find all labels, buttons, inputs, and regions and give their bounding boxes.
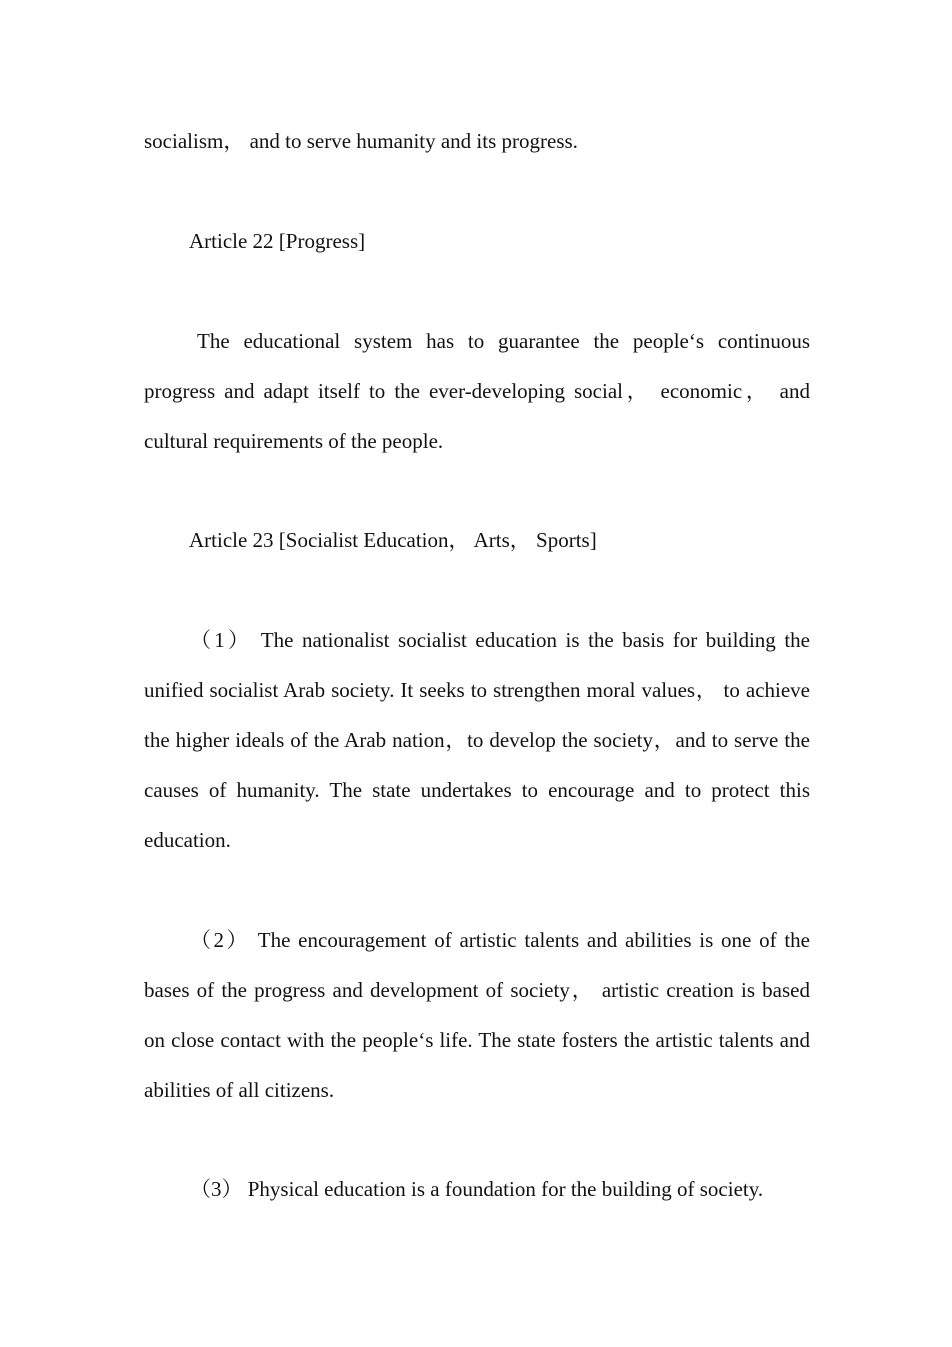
article-23-clause-2: （2） The encouragement of artistic talents and abilities is one of the bases of the progress and development of society， artistic creation is based on close contact with the people‘s life. The state fosters the artistic talents and abilities of all citizens.	[144, 928, 810, 1102]
continuation-line: socialism， and to serve humanity and its progress.	[144, 129, 578, 153]
article-23-clause-3: （3） Physical education is a foundation for the building of society.	[190, 1177, 764, 1201]
article-22-heading: Article 22 [Progress]	[189, 229, 366, 253]
article-23-heading: Article 23 [Socialist Education， Arts， Sports]	[189, 528, 597, 552]
article-22-paragraph: The educational system has to guarantee the people‘s continuous progress and adapt itself to the ever-developing social， economic， and cultural requirements of the people.	[144, 329, 810, 453]
article-23-clause-1: （1） The nationalist socialist education is the basis for building the unified socialist Arab society. It seeks to strengthen moral values， to achieve the higher ideals of the Arab nation，to develop the society，and to serve the causes of humanity. The state undertakes to encourage and to protect this education.	[144, 628, 810, 852]
